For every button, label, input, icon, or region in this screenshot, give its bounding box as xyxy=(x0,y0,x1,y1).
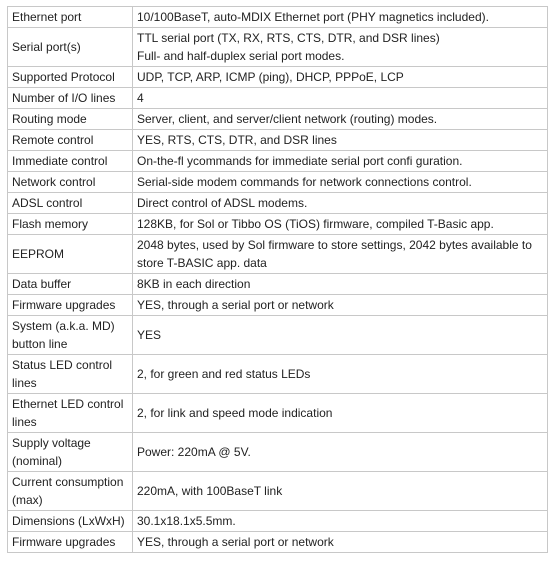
spec-label: Routing mode xyxy=(8,109,133,130)
table-row xyxy=(8,235,548,274)
table-row xyxy=(8,295,548,316)
spec-value: 220mA, with 100BaseT link xyxy=(133,472,548,511)
spec-label: Firmware upgrades xyxy=(8,532,133,553)
spec-label: Remote control xyxy=(8,130,133,151)
spec-label: EEPROM xyxy=(8,235,133,274)
spec-value: YES, through a serial port or network xyxy=(133,532,548,553)
spec-label: Ethernet port xyxy=(8,7,133,28)
spec-value: 128KB, for Sol or Tibbo OS (TiOS) firmware, compiled T-Basic app. xyxy=(133,214,548,235)
table-row xyxy=(8,130,548,151)
table-row xyxy=(8,7,548,28)
table-row xyxy=(8,433,548,472)
spec-value: YES, RTS, CTS, DTR, and DSR lines xyxy=(133,130,548,151)
table-row xyxy=(8,355,548,394)
spec-value: Server, client, and server/client network (routing) modes. xyxy=(133,109,548,130)
specifications-table xyxy=(7,6,548,553)
table-row xyxy=(8,28,548,67)
spec-label: ADSL control xyxy=(8,193,133,214)
table-row xyxy=(8,274,548,295)
table-row xyxy=(8,193,548,214)
spec-value: 30.1x18.1x5.5mm. xyxy=(133,511,548,532)
table-row xyxy=(8,172,548,193)
table-row xyxy=(8,88,548,109)
spec-value: YES xyxy=(133,316,548,355)
spec-value: Direct control of ADSL modems. xyxy=(133,193,548,214)
spec-label: Immediate control xyxy=(8,151,133,172)
table-row xyxy=(8,151,548,172)
spec-value: Power: 220mA @ 5V. xyxy=(133,433,548,472)
spec-value: 2, for green and red status LEDs xyxy=(133,355,548,394)
spec-value: 2048 bytes, used by Sol firmware to store settings, 2042 bytes available to store T-BASIC app. data xyxy=(133,235,548,274)
spec-value: 4 xyxy=(133,88,548,109)
table-row xyxy=(8,472,548,511)
table-row xyxy=(8,214,548,235)
spec-label: Dimensions (LxWxH) xyxy=(8,511,133,532)
spec-label: Supply voltage (nominal) xyxy=(8,433,133,472)
table-row xyxy=(8,67,548,88)
spec-label: Ethernet LED control lines xyxy=(8,394,133,433)
spec-value: Serial-side modem commands for network connections control. xyxy=(133,172,548,193)
spec-label: Number of I/O lines xyxy=(8,88,133,109)
spec-value: 8KB in each direction xyxy=(133,274,548,295)
spec-value: On-the-fl ycommands for immediate serial port confi guration. xyxy=(133,151,548,172)
spec-value: 10/100BaseT, auto-MDIX Ethernet port (PHY magnetics included). xyxy=(133,7,548,28)
spec-label: Status LED control lines xyxy=(8,355,133,394)
spec-value: 2, for link and speed mode indication xyxy=(133,394,548,433)
spec-label: Current consumption (max) xyxy=(8,472,133,511)
spec-label: Network control xyxy=(8,172,133,193)
spec-label: Flash memory xyxy=(8,214,133,235)
spec-label: System (a.k.a. MD) button line xyxy=(8,316,133,355)
table-row xyxy=(8,109,548,130)
table-row xyxy=(8,532,548,553)
spec-value: TTL serial port (TX, RX, RTS, CTS, DTR, and DSR lines) Full- and half-duplex serial port modes. xyxy=(133,28,548,67)
spec-label: Data buffer xyxy=(8,274,133,295)
table-row xyxy=(8,511,548,532)
spec-label: Firmware upgrades xyxy=(8,295,133,316)
spec-label: Serial port(s) xyxy=(8,28,133,67)
spec-value: YES, through a serial port or network xyxy=(133,295,548,316)
table-row xyxy=(8,394,548,433)
table-row xyxy=(8,316,548,355)
spec-label: Supported Protocol xyxy=(8,67,133,88)
spec-value: UDP, TCP, ARP, ICMP (ping), DHCP, PPPoE, LCP xyxy=(133,67,548,88)
